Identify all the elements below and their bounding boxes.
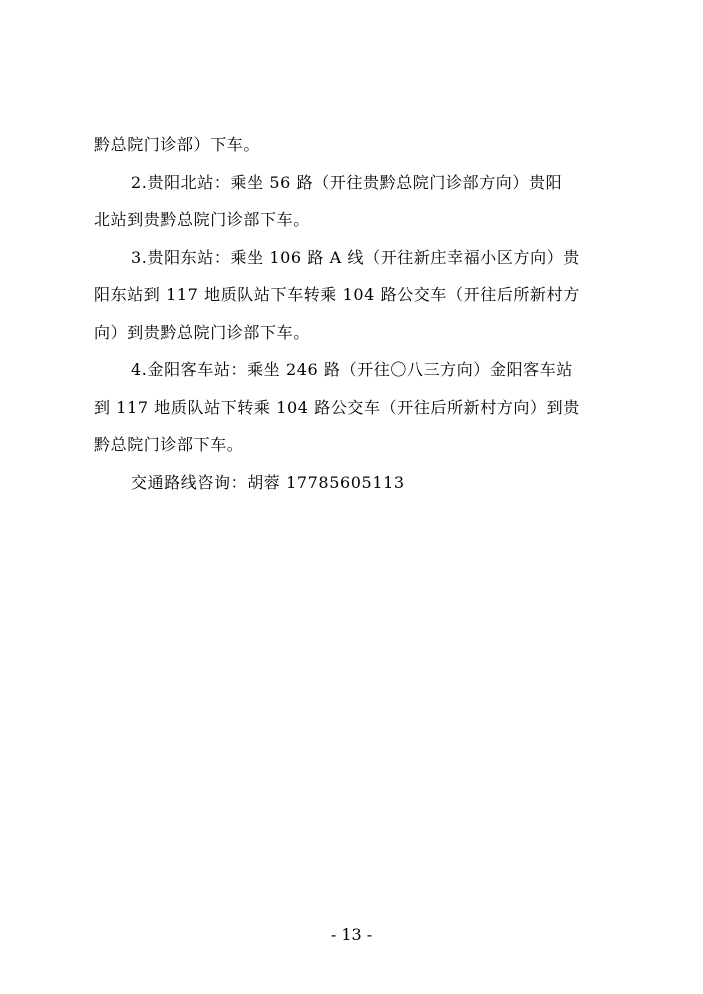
contact-line: 交通路线咨询：胡蓉 17785605113 [131, 472, 405, 492]
route-item-guiyang-east: 3.贵阳东站：乘坐 106 路 A 线（开往新庄幸福小区方向）贵 [131, 247, 580, 267]
route-item-guiyang-north: 2.贵阳北站：乘坐 56 路（开往贵黔总院门诊部方向）贵阳 [131, 172, 563, 192]
text-line: 向）到贵黔总院门诊部下车。 [94, 322, 310, 342]
text-line: 到 117 地质队站下转乘 104 路公交车（开往后所新村方向）到贵 [94, 397, 580, 417]
text-line: 北站到贵黔总院门诊部下车。 [94, 210, 310, 229]
page-number: - 13 - [330, 925, 373, 944]
text-line: 黔总院门诊部下车。 [94, 435, 244, 454]
text-line: 阳东站到 117 地质队站下车转乘 104 路公交车（开往后所新村方 [94, 285, 580, 304]
document-body [94, 126, 614, 501]
route-item-jinyang-bus-station: 4.金阳客车站：乘坐 246 路（开往〇八三方向）金阳客车站 [131, 360, 573, 379]
text-line: 黔总院门诊部）下车。 [94, 135, 261, 154]
